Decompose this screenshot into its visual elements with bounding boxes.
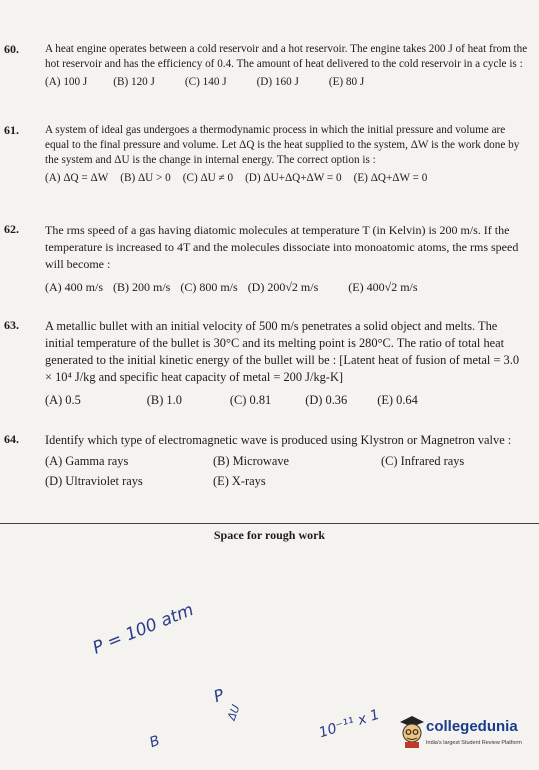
options-grid: [45, 453, 529, 490]
question-text: The rms speed of a gas having diatomic molecules at temperature T (in Kelvin) is 200 m/s. If the temperature is increased to 4T and the molecules dissociate into monoatomic atoms, the rms speed will become :: [45, 223, 519, 271]
logo-tagline: India's largest Student Review Platform: [426, 740, 522, 746]
option-e: (E) 0.64: [377, 393, 418, 407]
question-number: 61.: [4, 123, 19, 137]
option-d: (D) 0.36: [305, 393, 348, 407]
options-row: [45, 171, 529, 186]
question-body: [45, 318, 529, 409]
options-row: [45, 392, 529, 409]
option-c: (C) 140 J: [184, 76, 227, 88]
graduate-mascot-icon: [398, 714, 426, 748]
option-e: (E) X-rays: [213, 474, 266, 488]
handwritten-note: P: [211, 684, 227, 707]
option-a: (A) 400 m/s: [45, 280, 103, 294]
options-row: [45, 279, 529, 296]
option-d: (D) 200√2 m/s: [247, 280, 319, 294]
question-body: [45, 432, 529, 490]
option-c: (C) 0.81: [229, 393, 272, 407]
handwritten-note: B: [147, 732, 163, 752]
rough-work-heading: Space for rough work: [213, 528, 326, 542]
question-text: A metallic bullet with an initial velocity of 500 m/s penetrates a solid object and melts. The initial temperature of the bullet is 30°C and its melting point is 280°C. The ratio of total heat generated to the initial kinetic energy of the bullet will be : [Latent heat of fusion of metal = 3.0 × 10⁴ J/kg and specific heat capacity of metal = 200 J/kg-K]: [45, 319, 520, 384]
option-e: (E) ΔQ+ΔW = 0: [353, 172, 428, 184]
handwritten-note: ΔU: [225, 702, 243, 723]
divider: [0, 523, 539, 524]
question-number: 63.: [4, 318, 19, 332]
question-body: [45, 222, 529, 296]
option-b: (B) 120 J: [113, 76, 155, 88]
option-a: (A) Gamma rays: [45, 454, 129, 468]
option-c: (C) ΔU ≠ 0: [182, 172, 234, 184]
question-body: [45, 123, 529, 186]
handwritten-note: 10⁻¹¹ x 1: [317, 706, 382, 742]
option-b: (B) Microwave: [213, 454, 290, 468]
collegedunia-logo: [398, 712, 538, 762]
option-c: (C) 800 m/s: [180, 280, 238, 294]
option-d: (D) Ultraviolet rays: [45, 474, 143, 488]
option-a: (A) 100 J: [45, 76, 88, 88]
logo-wordmark: collegedunia: [426, 718, 518, 735]
option-e: (E) 400√2 m/s: [348, 280, 418, 294]
option-a: (A) ΔQ = ΔW: [45, 172, 109, 184]
question-number: 64.: [4, 432, 19, 446]
option-b: (B) ΔU > 0: [120, 172, 171, 184]
options-row: [45, 75, 529, 90]
handwritten-note: P = 100 atm: [90, 599, 197, 659]
question-text: Identify which type of electromagnetic wave is produced using Klystron or Magnetron valve :: [45, 433, 512, 447]
option-b: (B) 1.0: [146, 393, 182, 407]
question-number: 62.: [4, 222, 19, 236]
option-e: (E) 80 J: [328, 76, 365, 88]
question-body: [45, 42, 529, 90]
option-b: (B) 200 m/s: [113, 280, 171, 294]
option-d: (D) ΔU+ΔQ+ΔW = 0: [245, 172, 342, 184]
option-d: (D) 160 J: [256, 76, 299, 88]
question-text: A heat engine operates between a cold reservoir and a hot reservoir. The engine takes 200 J of heat from the hot reservoir and has the efficiency of 0.4. The amount of heat delivered to the cold reservoir in a cycle is :: [45, 43, 528, 70]
option-a: (A) 0.5: [45, 393, 81, 407]
question-text: A system of ideal gas undergoes a thermodynamic process in which the initial pressure and volume are equal to the final pressure and volume. Let ΔQ is the heat supplied to the system, ΔW is the work done by the system and ΔU is the change in internal energy. The correct option is :: [45, 124, 520, 166]
question-number: 60.: [4, 42, 19, 56]
option-c: (C) Infrared rays: [381, 454, 465, 468]
